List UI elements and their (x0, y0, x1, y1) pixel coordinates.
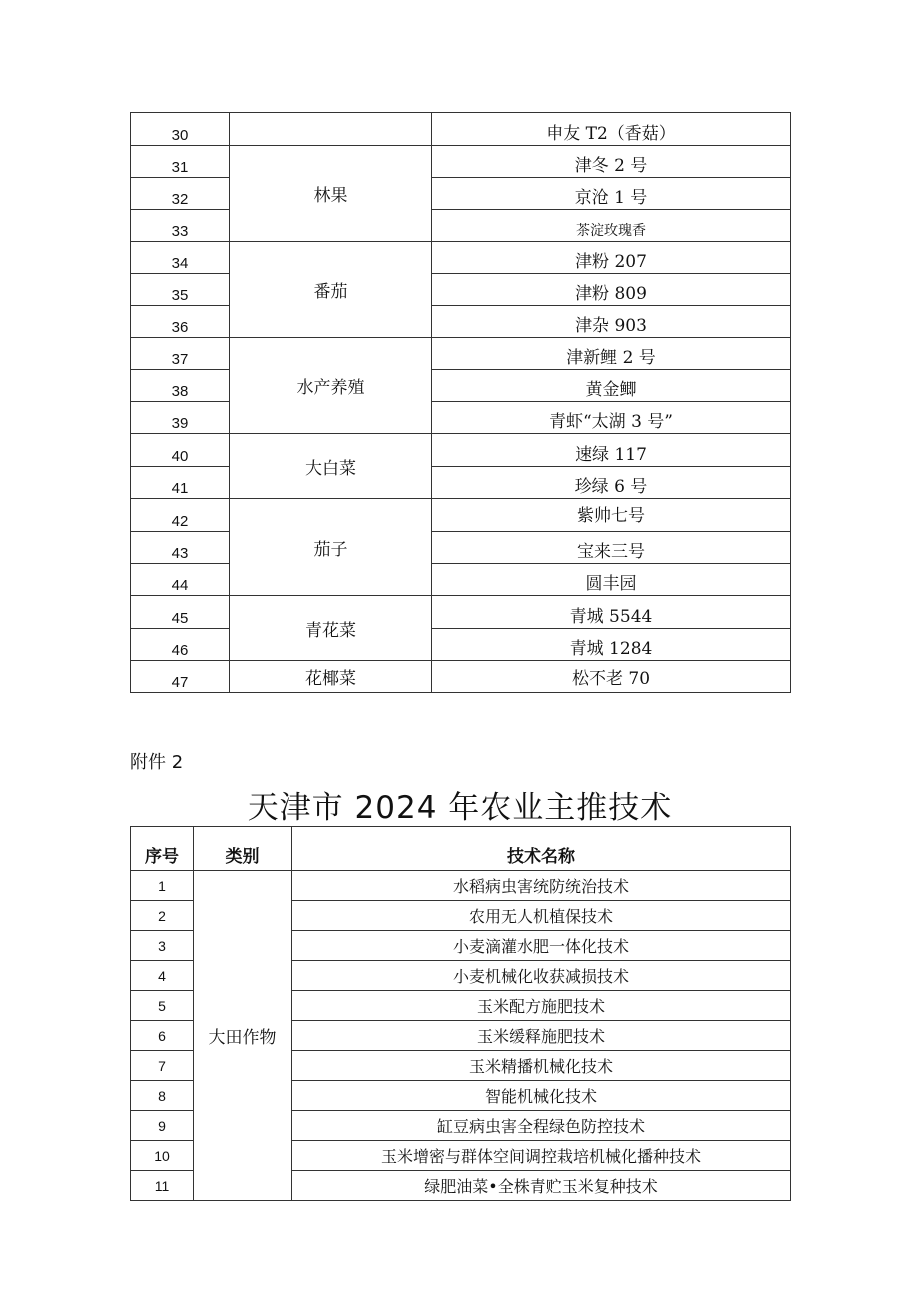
variety-cell: 茶淀玫瑰香 (432, 210, 791, 242)
table-row (131, 871, 791, 901)
technology-table (130, 826, 791, 1201)
row-number: 4 (131, 961, 194, 991)
variety-cell: 津粉 207 (432, 242, 791, 274)
variety-cell: 紫帅七号 (432, 499, 791, 532)
technology-name: 玉米增密与群体空间调控栽培机械化播种技术 (292, 1141, 791, 1171)
variety-cell: 津杂 903 (432, 306, 791, 338)
row-number: 9 (131, 1111, 194, 1141)
variety-cell: 松不老 70 (432, 661, 791, 693)
table-row (131, 146, 791, 178)
technology-name: 玉米精播机械化技术 (292, 1051, 791, 1081)
row-number: 36 (131, 306, 230, 338)
header-category: 类别 (194, 827, 292, 871)
table-row (131, 242, 791, 274)
header-technology-name: 技术名称 (292, 827, 791, 871)
category-cell: 大白菜 (230, 434, 432, 499)
row-number: 47 (131, 661, 230, 693)
row-number: 39 (131, 402, 230, 434)
category-cell: 林果 (230, 146, 432, 242)
technology-name: 玉米配方施肥技术 (292, 991, 791, 1021)
technology-name: 玉米缓释施肥技术 (292, 1021, 791, 1051)
row-number: 2 (131, 901, 194, 931)
category-cell: 大田作物 (194, 871, 292, 1201)
variety-cell: 青虾“太湖 3 号” (432, 402, 791, 434)
variety-cell: 津冬 2 号 (432, 146, 791, 178)
category-cell: 番茄 (230, 242, 432, 338)
row-number: 30 (131, 113, 230, 146)
annex-label: 附件 2 (130, 752, 184, 773)
table-row (131, 434, 791, 467)
variety-cell: 速绿 117 (432, 434, 791, 467)
table-row (131, 338, 791, 370)
row-number: 45 (131, 596, 230, 629)
row-number: 41 (131, 467, 230, 499)
row-number: 40 (131, 434, 230, 467)
technology-name: 水稻病虫害统防统治技术 (292, 871, 791, 901)
technology-name: 小麦滴灌水肥一体化技术 (292, 931, 791, 961)
technology-name: 农用无人机植保技术 (292, 901, 791, 931)
table-row (131, 661, 791, 693)
category-cell: 茄子 (230, 499, 432, 596)
variety-cell: 津粉 809 (432, 274, 791, 306)
row-number: 8 (131, 1081, 194, 1111)
row-number: 3 (131, 931, 194, 961)
variety-cell: 宝来三号 (432, 532, 791, 564)
row-number: 33 (131, 210, 230, 242)
header-number: 序号 (131, 827, 194, 871)
row-number: 6 (131, 1021, 194, 1051)
row-number: 38 (131, 370, 230, 402)
variety-table (130, 112, 791, 693)
category-cell: 花椰菜 (230, 661, 432, 693)
row-number: 5 (131, 991, 194, 1021)
table-row (131, 596, 791, 629)
row-number: 10 (131, 1141, 194, 1171)
row-number: 34 (131, 242, 230, 274)
page-title: 天津市 2024 年农业主推技术 (247, 790, 673, 826)
category-cell: 青花菜 (230, 596, 432, 661)
technology-name: 小麦机械化收获减损技术 (292, 961, 791, 991)
row-number: 32 (131, 178, 230, 210)
variety-cell: 青城 1284 (432, 629, 791, 661)
category-cell: 水产养殖 (230, 338, 432, 434)
variety-cell: 黄金鲫 (432, 370, 791, 402)
variety-cell: 珍绿 6 号 (432, 467, 791, 499)
technology-name: 智能机械化技术 (292, 1081, 791, 1111)
row-number: 35 (131, 274, 230, 306)
row-number: 43 (131, 532, 230, 564)
row-number: 7 (131, 1051, 194, 1081)
table-row (131, 113, 791, 146)
technology-name: 绿肥油菜•全株青贮玉米复种技术 (292, 1171, 791, 1201)
table-row (131, 499, 791, 532)
row-number: 46 (131, 629, 230, 661)
row-number: 42 (131, 499, 230, 532)
variety-cell: 圆丰园 (432, 564, 791, 596)
category-cell (230, 113, 432, 146)
variety-cell: 津新鲤 2 号 (432, 338, 791, 370)
variety-cell: 京沧 1 号 (432, 178, 791, 210)
variety-cell: 青城 5544 (432, 596, 791, 629)
variety-cell: 申友 T2（香菇） (432, 113, 791, 146)
table-header-row (131, 827, 791, 871)
row-number: 37 (131, 338, 230, 370)
row-number: 1 (131, 871, 194, 901)
row-number: 31 (131, 146, 230, 178)
technology-name: 缸豆病虫害全程绿色防控技术 (292, 1111, 791, 1141)
row-number: 44 (131, 564, 230, 596)
row-number: 11 (131, 1171, 194, 1201)
